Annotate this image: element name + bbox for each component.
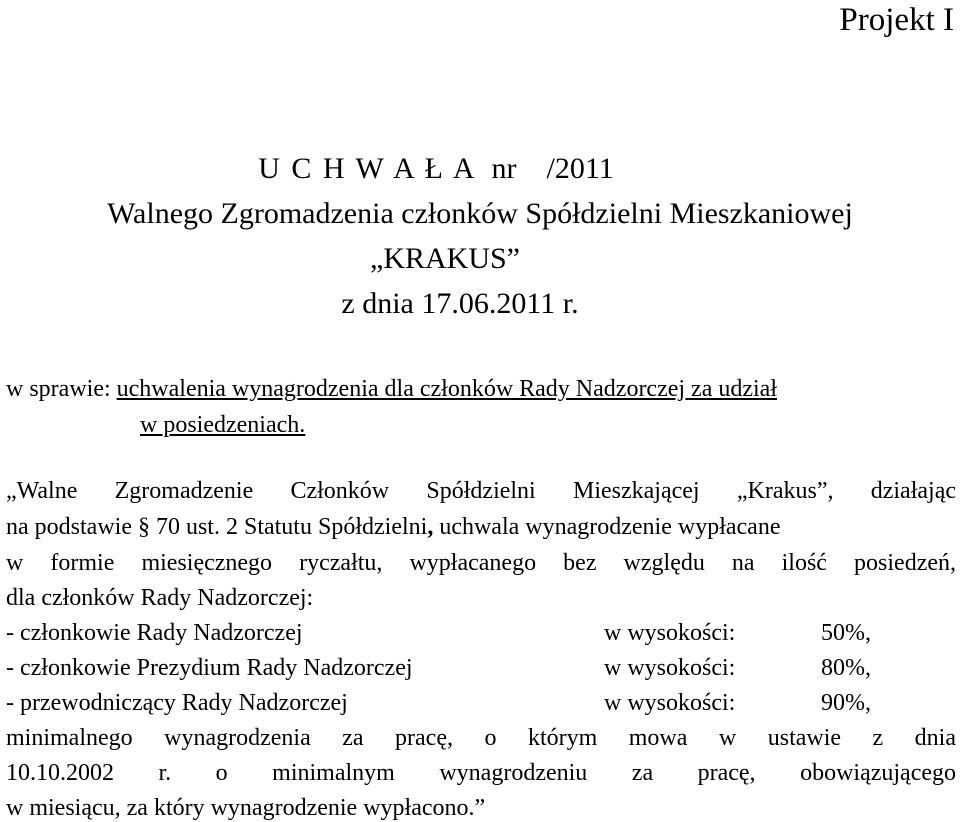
rate-role: - członkowie Rady Nadzorczej xyxy=(6,620,303,646)
rate-value: 90%, xyxy=(821,690,871,716)
body-line-10: w miesiącu, za który wynagrodzenie wypłacono.” xyxy=(6,795,486,821)
rate-role: - przewodniczący Rady Nadzorczej xyxy=(6,690,348,716)
rate-label: w wysokości: xyxy=(604,655,736,681)
title-line-cooperative-name: „KRAKUS” xyxy=(370,242,520,275)
rate-label: w wysokości: xyxy=(604,620,736,646)
rate-label: w wysokości: xyxy=(604,690,736,716)
subject-text-2: w posiedzeniach. xyxy=(140,412,306,438)
title-line-date: z dnia 17.06.2011 r. xyxy=(341,287,579,320)
resolution-title xyxy=(0,146,960,326)
body-line-9: 10.10.2002 r. o minimalnym wynagrodzeniu za pracę, obowiązującego xyxy=(6,760,956,786)
subject-prefix: w sprawie: xyxy=(6,376,117,402)
project-label: Projekt I xyxy=(839,2,954,38)
subject-line xyxy=(6,374,777,404)
body-line-2 xyxy=(6,514,780,541)
body-line-2-a: na podstawie § 70 ust. 2 Statutu Spółdzielni xyxy=(6,514,428,540)
body-line-2-b: uchwala wynagrodzenie wypłacane xyxy=(433,514,781,540)
body-line-1: „Walne Zgromadzenie Członków Spółdzielni Mieszkającej „Krakus”, działając xyxy=(6,478,956,504)
body-line-3: w formie miesięcznego ryczałtu, wypłacanego bez względu na ilość posiedzeń, xyxy=(6,550,956,576)
title-line-resolution-number xyxy=(0,146,960,191)
title-uchwala: U C H W A Ł A xyxy=(258,152,477,185)
body-line-8: minimalnego wynagrodzenia za pracę, o którym mowa w ustawie z dnia xyxy=(6,725,956,751)
rate-value: 50%, xyxy=(821,620,871,646)
rate-role: - członkowie Prezydium Rady Nadzorczej xyxy=(6,655,413,681)
subject-text-1: uchwalenia wynagrodzenia dla członków Rady Nadzorczej za udział xyxy=(116,376,778,402)
title-line-assembly: Walnego Zgromadzenia członków Spółdzielni Mieszkaniowej xyxy=(107,197,853,230)
body-line-4: dla członków Rady Nadzorczej: xyxy=(6,585,314,611)
rate-value: 80%, xyxy=(821,655,871,681)
body-line-2-comma: , xyxy=(427,514,434,540)
title-number: nr /2011 xyxy=(476,152,614,185)
